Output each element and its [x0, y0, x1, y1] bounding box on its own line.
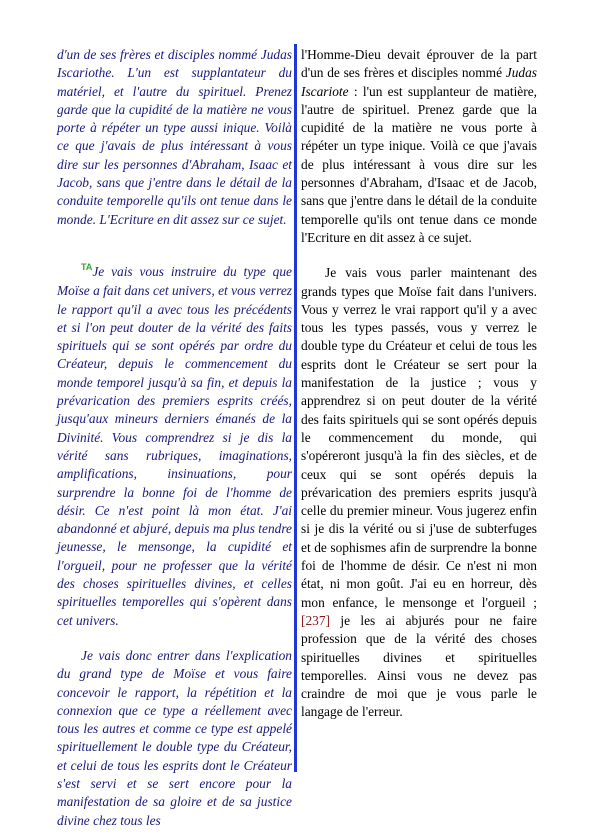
left-column	[57, 46, 292, 830]
right-paragraph-2-text-b: je les ai abjurés pour ne faire profession que de la vérité des choses spirituelles divines et spirituelles temporelles. Ainsi vous ne devez pas craindre de moi que je vous parle le langage de l'erreur.	[301, 612, 537, 720]
left-paragraph-2-text: Je vais vous instruire du type que Moïse a fait dans cet univers, et vous verrez le rapport qu'il a avec tous les précédents et si l'on peut douter de la vérité des faits spirituels qui se sont opérés par ordre du Créateur, depuis le commencement du monde temporel jusqu'à sa fin, et depuis la prévarication des premiers esprits créés, jusqu'aux mineurs derniers émanés de la Divinité. Vous comprendrez si je dis la vérité sans rubriques, imaginations, amplifications, insinuations, pour surprendre la bonne foi de l'homme de désir. Ce n'est point là mon état. J'ai abandonné et abjuré, depuis ma plus tendre jeunesse, le mensonge, la cupidité et l'orgueil, pour ne professer que la vérité des choses spirituelles divines, et celles spirituelles temporelles qui s'opèrent dans cet univers.	[57, 263, 292, 628]
right-paragraph-2	[301, 264, 537, 721]
right-paragraph-1-text: l'Homme-Dieu devait éprouver de la part d'un de ses frères et disciples nommé	[301, 47, 537, 81]
column-divider	[294, 44, 297, 772]
left-paragraph-1: d'un de ses frères et disciples nommé Judas Iscariothe. L'un est supplantateur du matériel, et l'autre du spirituel. Prenez garde que la cupidité de la matière ne vous porte à répéter un type aussi inique. Voilà ce que j'avais de plus intéressant à vous dire sur les personnes d'Abraham, Isaac et Jacob, sans que j'entre dans le détail de la conduite temporelle qu'ils ont tenue dans le monde. L'Ecriture en dit assez sur ce sujet.	[57, 47, 292, 227]
right-paragraph-2-text-a: Je vais vous parler maintenant des grands types que Moïse fait dans l'univers. Vous y verrez le vrai rapport qu'il y a avec tous les types passés, vous y verrez le double type du Créateur et celui de tous les esprits dont le Créateur se sert pour la manifestation de la justice ; vous y apprendrez si on peut douter de la vérité des faits spirituels qui se sont opérés depuis le commencement du monde, qui s'opéreront jusqu'à la fin des siècles, et de ceux qui se sont opérés depuis la prévarication des premiers esprits jusqu'à celle du premier mineur. Vous jugerez enfin si je dis la vérité ou si j'use de subterfuges et de sophismes afin de surprendre la bonne foi de l'homme de désir. Ce n'est ni mon état, ni mon goût. J'ai eu en horreur, dès mon enfance, le mensonge et l'orgueil ;	[301, 265, 537, 610]
left-paragraph-2	[57, 263, 292, 630]
judas-name: Judas Iscariote	[301, 65, 537, 99]
right-column	[301, 46, 537, 722]
ta-marker: TA	[81, 261, 93, 272]
right-paragraph-1	[301, 46, 537, 247]
page-reference: [237]	[301, 612, 331, 628]
left-paragraph-3: Je vais donc entrer dans l'explication du grand type de Moïse et vous faire concevoir le rapport, la répétition et la connexion que ce type a réellement avec tous les autres et comme ce type est appelé spirituellement le double type du Créateur, et celui de tous les esprits dont le Créateur s'est servi et se sert encore pour la manifestation de sa gloire et de sa justice divine chez tous les	[57, 647, 292, 828]
right-paragraph-1-rest: : l'un est supplanteur de matière, l'autre de spirituel. Prenez garde que la cupidité de la matière ne vous porte à répéter un type inique. Voilà ce que j'avais de plus intéressant à vous dire sur les personnes d'Abraham, d'Isaac et de Jacob, sans que j'entre dans le détail de la conduite temporelle qu'ils ont tenue dans ce monde l'Ecriture en dit assez à ce sujet.	[301, 83, 537, 245]
